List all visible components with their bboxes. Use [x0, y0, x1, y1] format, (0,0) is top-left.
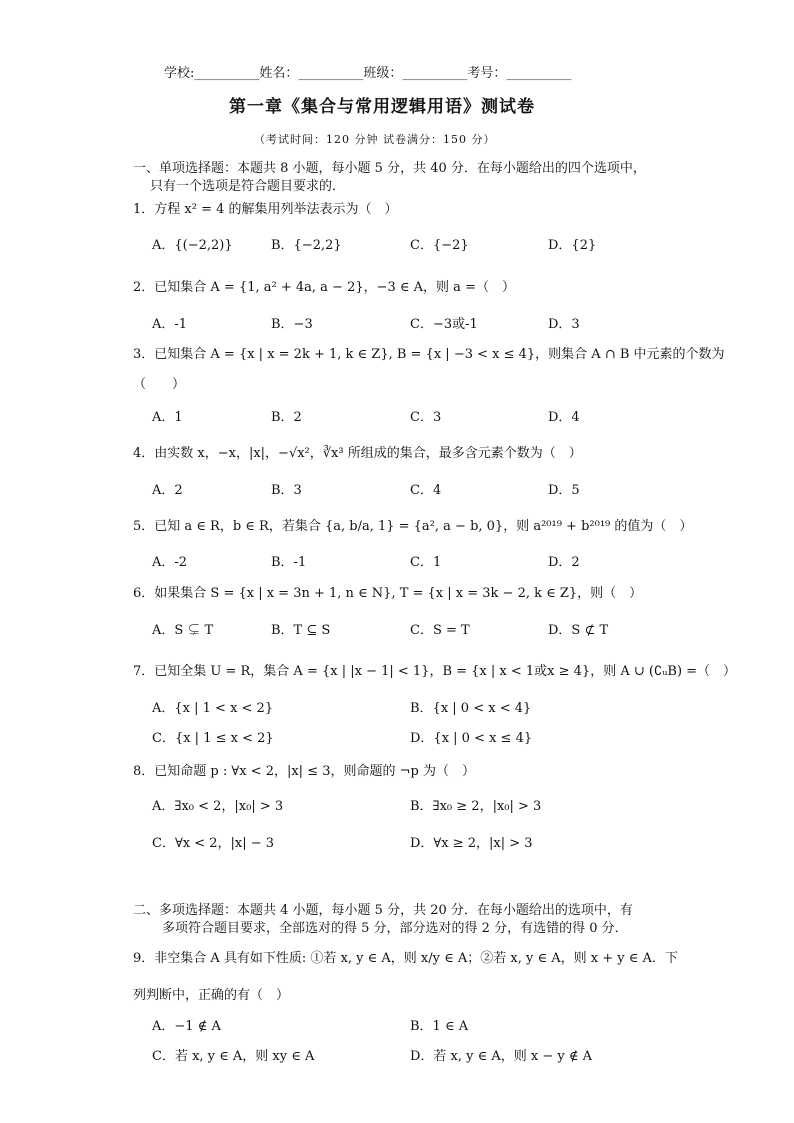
student-info-line: 学校:__________姓名：__________班级：__________考号：__________: [164, 66, 572, 81]
section1-heading-line2: 只有一个选项是符合题目要求的．: [150, 179, 346, 194]
question-2-option-b: B．−3: [271, 317, 313, 332]
question-2-option-c: C．−3或-1: [410, 317, 478, 332]
question-2-stem: 2．已知集合 A = {1, a² + 4a, a − 2}，−3 ∈ A，则 a =（ ）: [133, 280, 515, 295]
question-3-option-c: C．3: [410, 410, 442, 425]
question-1-stem: 1．方程 x² = 4 的解集用列举法表示为（ ）: [133, 202, 398, 217]
question-3-option-d: D．4: [548, 410, 580, 425]
question-1-option-b: B．{−2,2}: [271, 238, 342, 253]
question-9-option-d: D．若 x, y ∈ A，则 x − y ∉ A: [410, 1049, 593, 1064]
question-7-stem: 7．已知全集 U = R，集合 A = {x | |x − 1| < 1}，B = {x | x < 1或x ≥ 4}，则 A ∪ (∁ᵤB) =（ ）: [133, 664, 737, 679]
question-9-option-a: A．−1 ∉ A: [152, 1019, 221, 1034]
question-8-option-c: C．∀x < 2，|x| − 3: [152, 836, 275, 851]
section2-heading-line2: 多项符合题目要求，全部选对的得 5 分，部分选对的得 2 分，有选错的得 0 分．: [162, 921, 628, 936]
question-4-option-c: C．4: [410, 483, 442, 498]
question-1-option-c: C．{−2}: [410, 238, 469, 253]
question-2-option-a: A．-1: [152, 317, 188, 332]
question-5-option-b: B．-1: [271, 555, 307, 570]
section1-heading-line1: 一、单项选择题：本题共 8 小题，每小题 5 分，共 40 分．在每小题给出的四个选项中，: [133, 161, 646, 176]
question-4-stem: 4．由实数 x，−x，|x|，−√x²，∛x³ 所组成的集合，最多含元素个数为（ ）: [133, 446, 582, 461]
question-4-option-b: B．3: [271, 483, 302, 498]
question-4-option-d: D．5: [548, 483, 580, 498]
question-5-option-d: D．2: [548, 555, 580, 570]
question-8-option-b: B．∃x₀ ≥ 2，|x₀| > 3: [410, 799, 542, 814]
question-6-stem: 6．如果集合 S = {x | x = 3n + 1, n ∈ N}, T = {x | x = 3k − 2, k ∈ Z}，则（ ）: [133, 586, 643, 601]
question-9-stem-continued: 列判断中，正确的有（ ）: [133, 988, 290, 1003]
question-1-option-d: D．{2}: [548, 238, 597, 253]
question-8-option-a: A．∃x₀ < 2，|x₀| > 3: [152, 799, 284, 814]
section2-heading-line1: 二、多项选择题：本题共 4 小题，每小题 5 分，共 20 分．在每小题给出的选项中，有: [133, 903, 633, 918]
exam-subtitle: （考试时间：120 分钟 试卷满分：150 分）: [254, 133, 496, 146]
question-8-stem: 8．已知命题 p : ∀x < 2，|x| ≤ 3，则命题的 ¬p 为（ ）: [133, 764, 475, 779]
question-3-stem-continued: （ ）: [133, 377, 186, 392]
question-6-option-c: C．S = T: [410, 623, 470, 638]
question-3-option-a: A．1: [152, 410, 183, 425]
question-3-stem: 3．已知集合 A = {x | x = 2k + 1, k ∈ Z}, B = {x | −3 < x ≤ 4}，则集合 A ∩ B 中元素的个数为: [133, 347, 725, 362]
question-7-option-a: A．{x | 1 < x < 2}: [152, 701, 274, 716]
question-3-option-b: B．2: [271, 410, 302, 425]
question-9-stem: 9．非空集合 A 具有如下性质: ①若 x, y ∈ A，则 x/y ∈ A；②若 x, y ∈ A，则 x + y ∈ A．下: [133, 951, 678, 966]
exam-title: 第一章《集合与常用逻辑用语》测试卷: [229, 97, 535, 117]
question-6-option-b: B．T ⊆ S: [271, 623, 331, 638]
question-7-option-c: C．{x | 1 ≤ x < 2}: [152, 731, 274, 746]
question-7-option-b: B．{x | 0 < x < 4}: [410, 701, 532, 716]
question-5-stem: 5．已知 a ∈ R，b ∈ R，若集合 {a, b/a, 1} = {a², a − b, 0}，则 a²⁰¹⁹ + b²⁰¹⁹ 的值为（ ）: [133, 519, 693, 534]
question-5-option-a: A．-2: [152, 555, 188, 570]
question-7-option-d: D．{x | 0 < x ≤ 4}: [410, 731, 533, 746]
question-1-option-a: A．{(−2,2)}: [152, 238, 233, 253]
question-9-option-b: B．1 ∈ A: [410, 1019, 469, 1034]
question-6-option-d: D．S ⊄ T: [548, 623, 609, 638]
question-5-option-c: C．1: [410, 555, 442, 570]
question-8-option-d: D．∀x ≥ 2，|x| > 3: [410, 836, 533, 851]
question-9-option-c: C．若 x, y ∈ A，则 xy ∈ A: [152, 1049, 315, 1064]
question-6-option-a: A．S ⊊ T: [152, 623, 214, 638]
question-4-option-a: A．2: [152, 483, 183, 498]
question-2-option-d: D．3: [548, 317, 580, 332]
